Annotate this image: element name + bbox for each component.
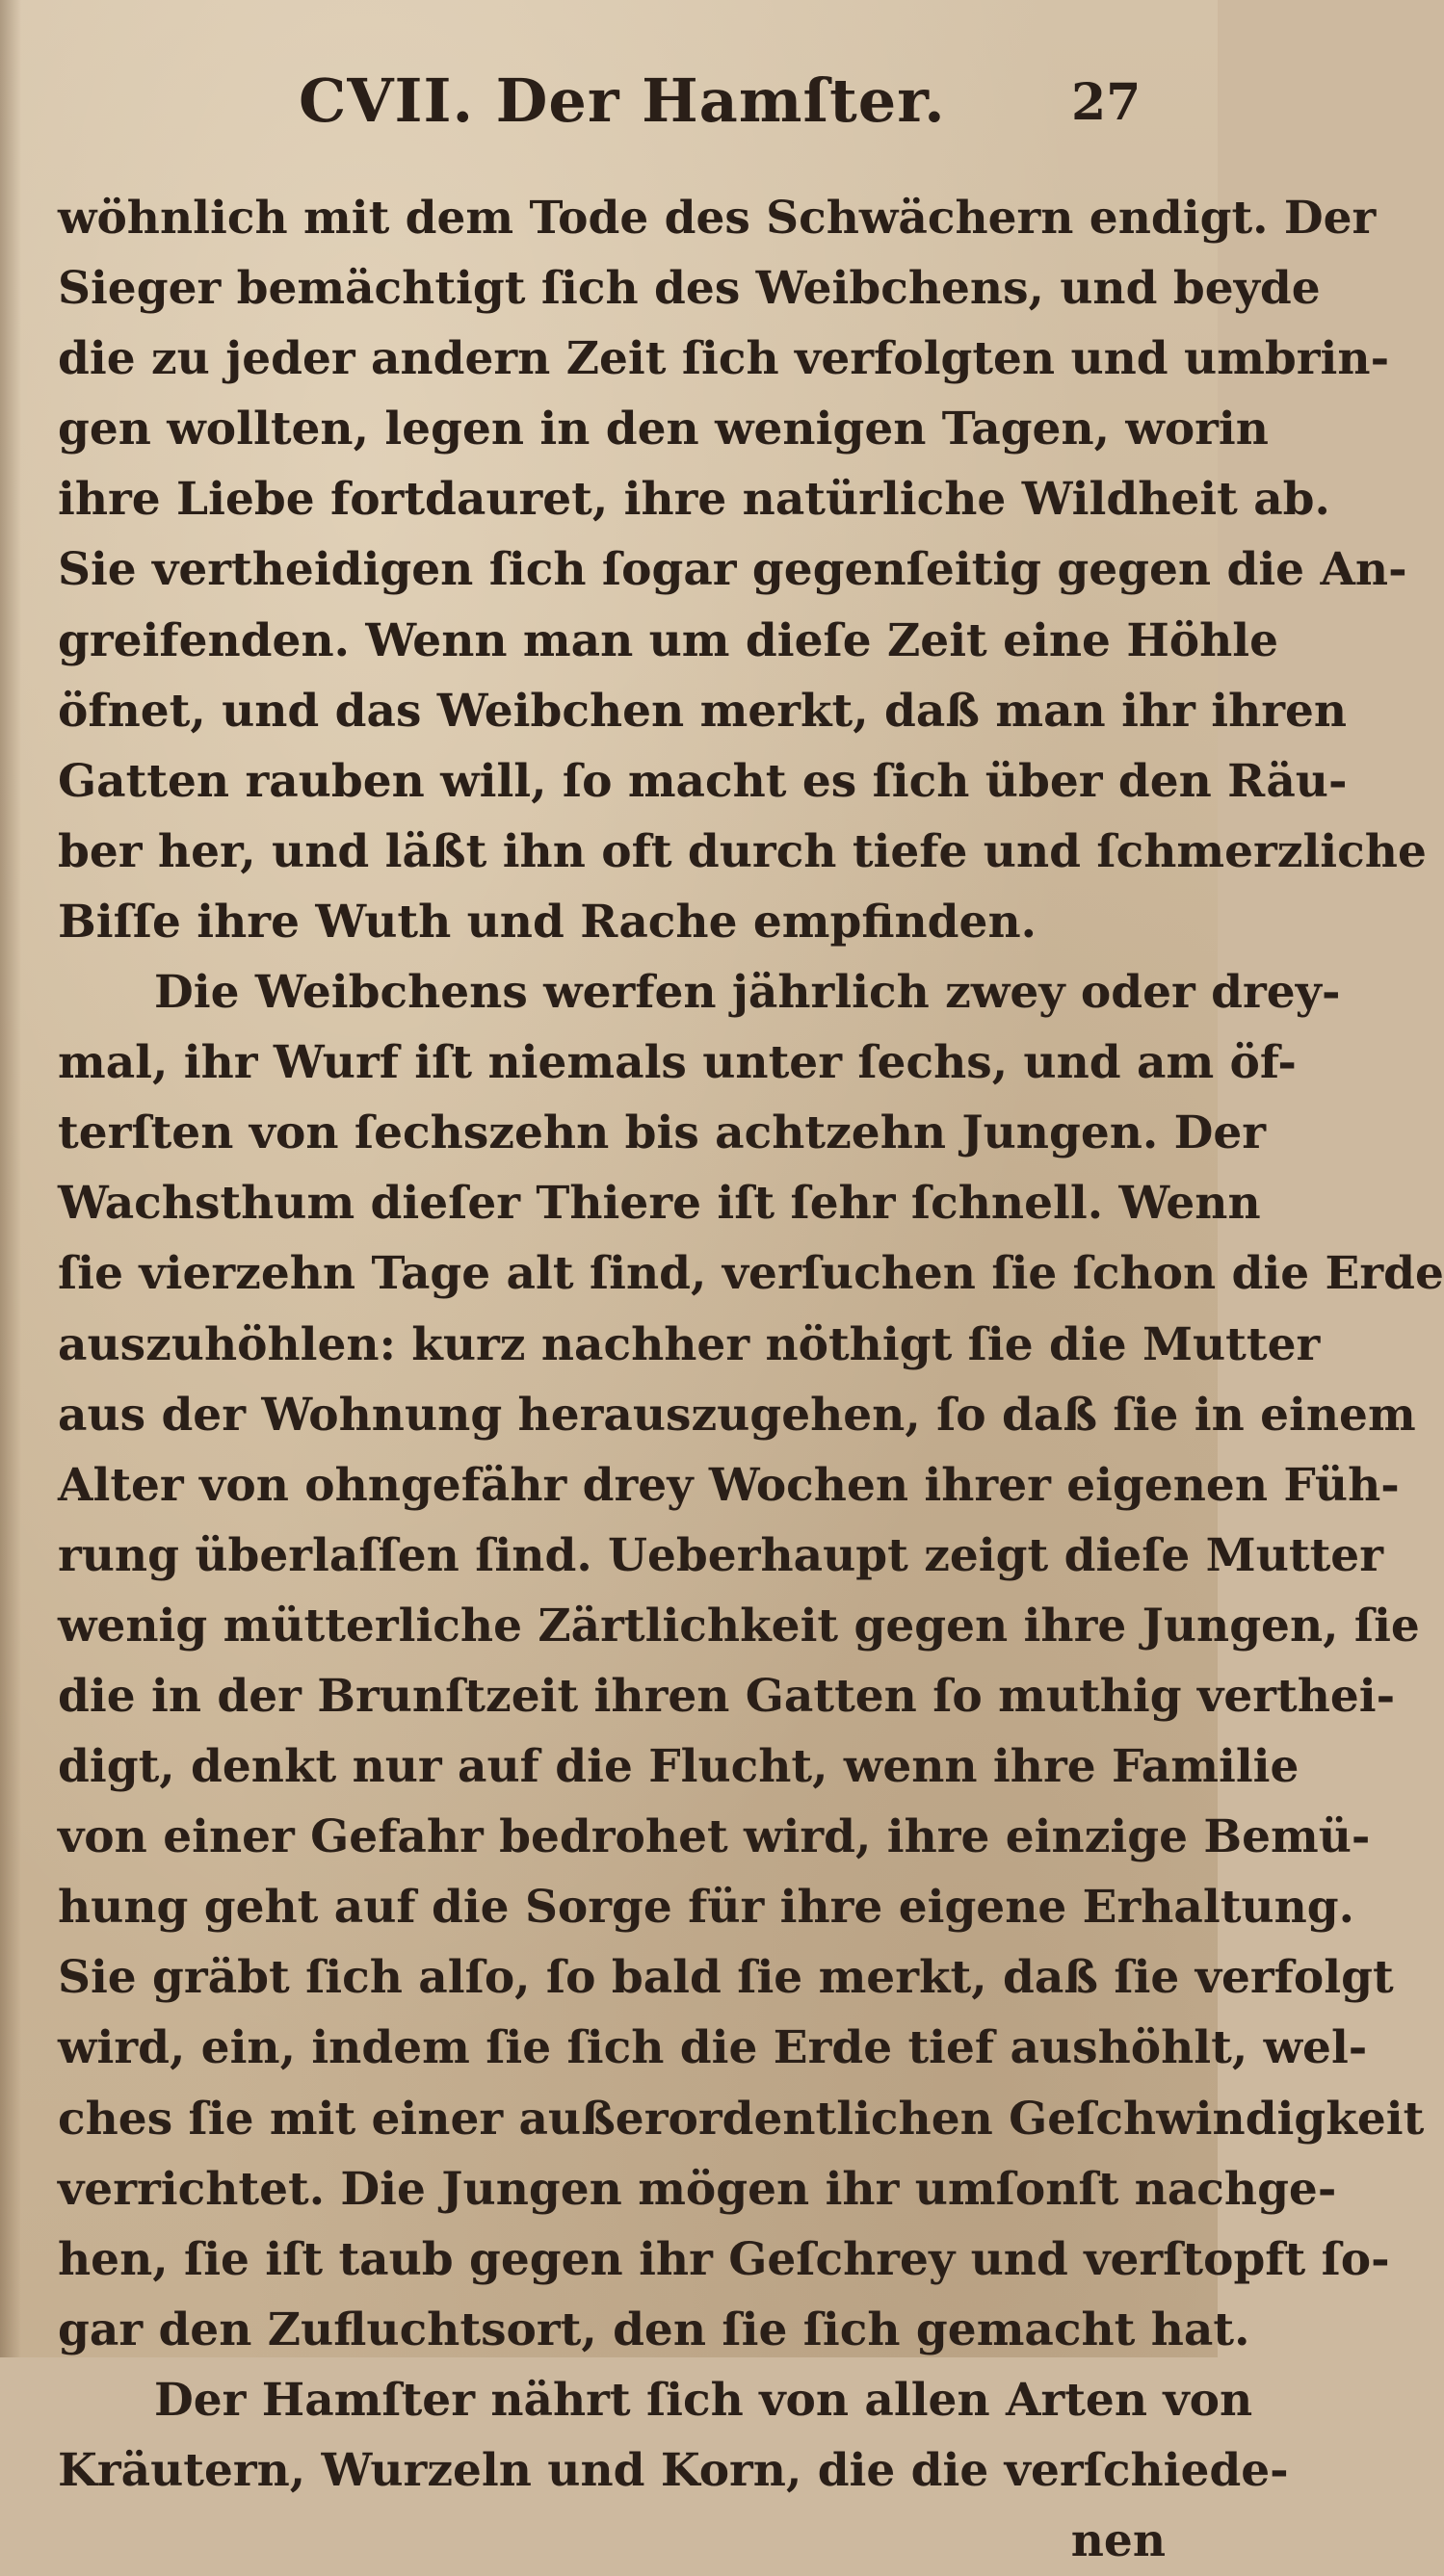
text-line: wöhnlich mit dem Tode des Schwächern endigt. Der	[58, 192, 1377, 245]
text-line: wird, ein, indem ſie ſich die Erde tief aushöhlt, wel-	[58, 2021, 1368, 2075]
text-line: Sie gräbt ſich alſo, ſo bald ſie merkt, daß ſie verfolgt	[58, 1951, 1394, 2005]
text-line: Biſſe ihre Wuth und Rache empfinden.	[58, 895, 1037, 949]
text-line: ſie vierzehn Tage alt ſind, verſuchen ſie ſchon die Erde	[58, 1247, 1444, 1301]
text-line: Gatten rauben will, ſo macht es ſich über den Räu-	[58, 754, 1348, 808]
text-line: ihre Liebe fortdauret, ihre natürliche Wildheit ab.	[58, 473, 1330, 527]
text-line: gen wollten, legen in den wenigen Tagen, worin	[58, 403, 1269, 456]
running-title: CVII. Der Hamſter.	[299, 65, 946, 136]
text-line: ber her, und läßt ihn oft durch tiefe und ſchmerzliche	[58, 824, 1427, 878]
text-line: hen, ſie iſt taub gegen ihr Geſchrey und verſtopft ſo-	[58, 2232, 1390, 2286]
page-number: 27	[1071, 73, 1142, 132]
text-line: von einer Gefahr bedrohet wird, ihre einzige Bemü-	[58, 1810, 1371, 1864]
text-line: Wachsthum dieſer Thiere iſt ſehr ſchnell. Wenn	[58, 1177, 1261, 1231]
text-line: auszuhöhlen: kurz nachher nöthigt ſie die Mutter	[58, 1317, 1321, 1371]
text-line: Alter von ohngefähr drey Wochen ihrer eigenen Füh-	[58, 1458, 1400, 1512]
text-line: aus der Wohnung herauszugehen, ſo daß ſie in einem	[58, 1388, 1416, 1442]
text-line: terſten von ſechszehn bis achtzehn Jungen. Der	[58, 1106, 1267, 1160]
text-line: die zu jeder andern Zeit ſich verfolgten und umbrin-	[58, 332, 1390, 386]
text-line: mal, ihr Wurf iſt niemals unter ſechs, und am öf-	[58, 1036, 1297, 1090]
text-line: gar den Zufluchtsort, den ſie ſich gemacht hat.	[58, 2303, 1250, 2356]
page-header	[0, 58, 1218, 144]
text-line: digt, denkt nur auf die Flucht, wenn ihre Familie	[58, 1740, 1300, 1794]
text-line: verrichtet. Die Jungen mögen ihr umſonſt nachge-	[58, 2162, 1337, 2216]
text-line: Sie vertheidigen ſich ſogar gegenſeitig gegen die An-	[58, 543, 1407, 597]
text-line: die in der Brunſtzeit ihren Gatten ſo muthig verthei-	[58, 1669, 1396, 1723]
text-line: hung geht auf die Sorge für ihre eigene Erhaltung.	[58, 1881, 1354, 1935]
text-line: Kräutern, Wurzeln und Korn, die die verſchiede-	[58, 2444, 1289, 2497]
text-line: Sieger bemächtigt ſich des Weibchens, und beyde	[58, 262, 1321, 316]
text-line: ches ſie mit einer außerordentlichen Geſchwindigkeit	[58, 2092, 1425, 2146]
text-line: rung überlaſſen ſind. Ueberhaupt zeigt dieſe Mutter	[58, 1528, 1383, 1582]
text-line: Der Hamſter nährt ſich von allen Arten von	[154, 2373, 1253, 2427]
page-gutter-shadow	[0, 0, 21, 2357]
text-line: wenig mütterliche Zärtlichkeit gegen ihre Jungen, ſie	[58, 1599, 1420, 1652]
body-text	[58, 183, 1444, 2576]
catchword: nen	[1070, 2514, 1166, 2568]
text-line: greifenden. Wenn man um dieſe Zeit eine Höhle	[58, 613, 1279, 667]
text-line: Die Weibchens werfen jährlich zwey oder drey-	[154, 966, 1341, 1020]
text-line: öfnet, und das Weibchen merkt, daß man ihr ihren	[58, 684, 1348, 738]
